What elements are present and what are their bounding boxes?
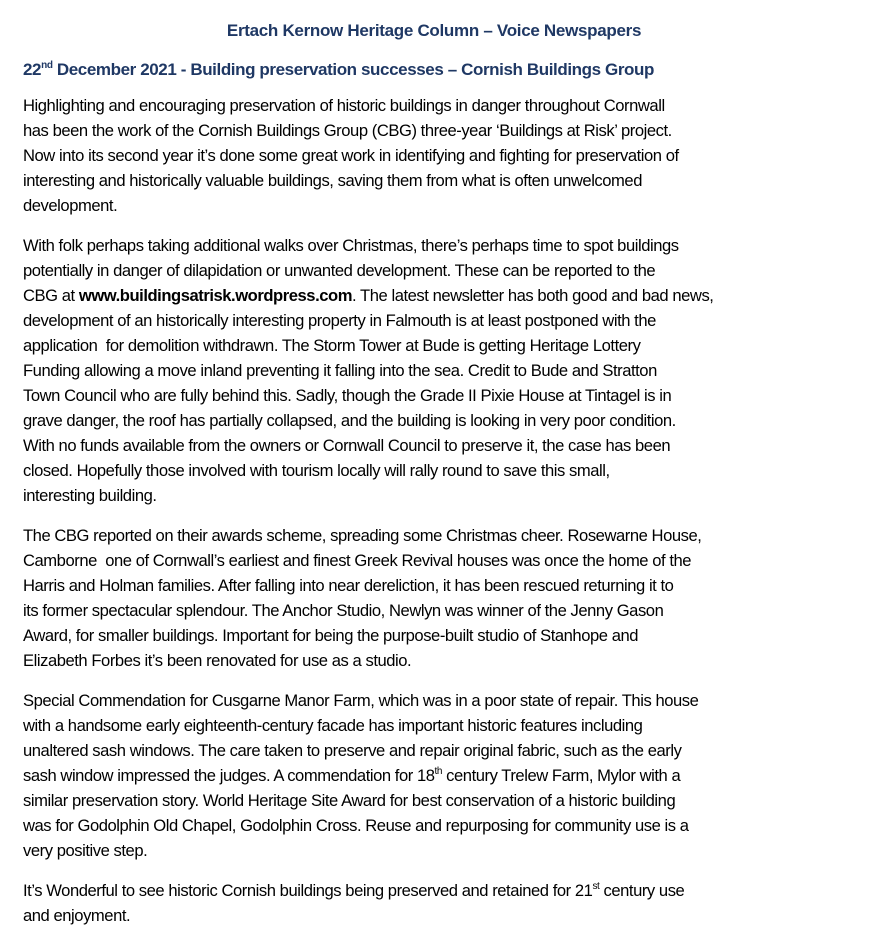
paragraph-commendations: [23, 688, 845, 863]
text-line-with-link: [23, 283, 845, 308]
text-line: interesting and historically valuable buildings, saving them from what is often unwelcomed: [23, 171, 642, 190]
text-line: very positive step.: [23, 841, 148, 860]
text-line: with a handsome early eighteenth-century facade has important historic features including: [23, 716, 643, 735]
text-line: Award, for smaller buildings. Important for being the purpose-built studio of Stanhope and: [23, 626, 639, 645]
text-line: Harris and Holman families. After falling into near dereliction, it has been rescued returning it to: [23, 576, 674, 595]
text-line: Camborne one of Cornwall’s earliest and finest Greek Revival houses was once the home of the: [23, 551, 692, 570]
text-line: development of an historically interesting property in Falmouth is at least postponed with the: [23, 311, 656, 330]
article-body: [23, 93, 845, 928]
text-fragment: It’s Wonderful to see historic Cornish buildings being preserved and retained for 21: [23, 881, 593, 900]
text-line: Highlighting and encouraging preservation of historic buildings in danger throughout Cornwall: [23, 96, 665, 115]
text-line: development.: [23, 196, 118, 215]
text-line: its former spectacular splendour. The Anchor Studio, Newlyn was winner of the Jenny Gason: [23, 601, 664, 620]
text-line: Now into its second year it’s done some great work in identifying and fighting for preservation of: [23, 146, 679, 165]
text-line: similar preservation story. World Heritage Site Award for best conservation of a historic building: [23, 791, 676, 810]
text-line: grave danger, the roof has partially collapsed, and the building is looking in very poor condition.: [23, 411, 676, 430]
paragraph-intro: [23, 93, 845, 218]
text-line: was for Godolphin Old Chapel, Godolphin Cross. Reuse and repurposing for community use is a: [23, 816, 689, 835]
text-line: has been the work of the Cornish Buildings Group (CBG) three-year ‘Buildings at Risk’ project.: [23, 121, 672, 140]
text-fragment: CBG at: [23, 286, 79, 305]
paragraph-conclusion: [23, 878, 845, 928]
text-line: Elizabeth Forbes it’s been renovated for use as a studio.: [23, 651, 412, 670]
ordinal-suffix: st: [592, 881, 600, 892]
text-line: unaltered sash windows. The care taken to preserve and repair original fabric, such as the early: [23, 741, 682, 760]
text-line: Special Commendation for Cusgarne Manor Farm, which was in a poor state of repair. This house: [23, 691, 699, 710]
text-line: and enjoyment.: [23, 906, 131, 925]
text-fragment: century Trelew Farm, Mylor with a: [442, 766, 681, 785]
article-title: [23, 58, 845, 82]
paragraph-christmas-walks: [23, 233, 845, 508]
text-fragment: . The latest newsletter has both good and bad news,: [352, 286, 714, 305]
text-line: Funding allowing a move inland preventing it falling into the sea. Credit to Bude and Stratton: [23, 361, 657, 380]
article-title-text: December 2021 - Building preservation successes – Cornish Buildings Group: [52, 60, 655, 79]
text-fragment: century use: [599, 881, 685, 900]
text-line: interesting building.: [23, 486, 157, 505]
text-line-with-superscript: [23, 763, 845, 788]
text-line: application for demolition withdrawn. The Storm Tower at Bude is getting Heritage Lottery: [23, 336, 641, 355]
column-title: Ertach Kernow Heritage Column – Voice Newspapers: [226, 21, 642, 40]
text-fragment: sash window impressed the judges. A commendation for 18: [23, 766, 435, 785]
buildings-at-risk-link[interactable]: www.buildingsatrisk.wordpress.com: [78, 286, 353, 305]
text-line: potentially in danger of dilapidation or unwanted development. These can be reported to the: [23, 261, 656, 280]
text-line: With folk perhaps taking additional walks over Christmas, there’s perhaps time to spot buildings: [23, 236, 679, 255]
ordinal-suffix: th: [434, 766, 442, 777]
text-line: With no funds available from the owners or Cornwall Council to preserve it, the case has been: [23, 436, 671, 455]
text-line: The CBG reported on their awards scheme, spreading some Christmas cheer. Rosewarne House,: [23, 526, 702, 545]
text-line: Town Council who are fully behind this. Sadly, though the Grade II Pixie House at Tintagel is in: [23, 386, 672, 405]
article-date-suffix: nd: [41, 60, 53, 71]
paragraph-awards-scheme: [23, 523, 845, 673]
article-date-day: 22: [23, 60, 42, 79]
text-line-with-superscript: [23, 878, 845, 903]
text-line: closed. Hopefully those involved with tourism locally will rally round to save this small,: [23, 461, 610, 480]
